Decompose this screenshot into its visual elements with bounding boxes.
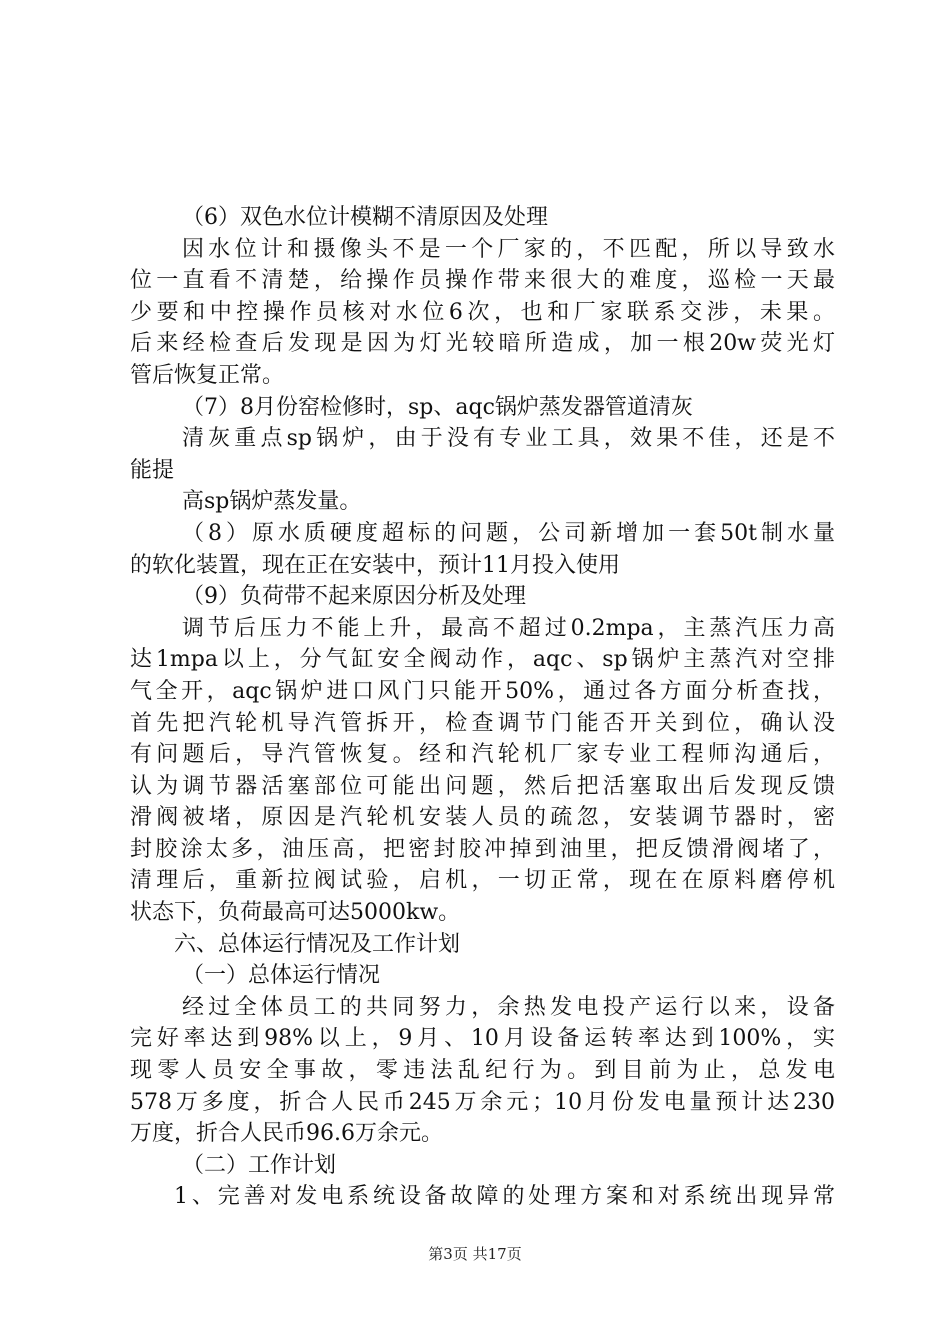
text-line: 因水位计和摄像头不是一个厂家的，不匹配，所以导致水 [182,236,835,262]
text-line: 管后恢复正常。 [130,362,285,388]
text-line: （8）原水质硬度超标的问题，公司新增加一套50t制水量 [182,520,835,546]
text-line: 的软化装置，现在正在安装中，预计11月投入使用 [130,552,620,578]
page-footer: 第3页 共17页 [428,1245,522,1263]
text-line: 状态下，负荷最高可达5000kw。 [130,900,461,926]
text-line: 首先把汽轮机导汽管拆开，检查调节门能否开关到位，确认没 [130,710,835,736]
text-line: 后来经检查后发现是因为灯光较暗所造成，加一根20w荧光灯 [130,331,835,357]
text-line: 封胶涂太多，油压高，把密封胶冲掉到油里，把反馈滑阀堵了， [130,836,835,862]
text-line: 认为调节器活塞部位可能出问题，然后把活塞取出后发现反馈 [130,773,835,799]
text-line: （一）总体运行情况 [182,963,381,989]
text-line: 有问题后，导汽管恢复。经和汽轮机厂家专业工程师沟通后， [130,742,835,768]
text-line: （6）双色水位计模糊不清原因及处理 [182,205,548,230]
text-line: 调节后压力不能上升，最高不超过0.2mpa，主蒸汽压力高 [182,615,835,641]
text-line: 达1mpa以上，分气缸安全阀动作，aqc、sp锅炉主蒸汽对空排 [130,647,835,673]
text-line: 完好率达到98%以上，9月、10月设备运转率达到100%，实 [130,1026,835,1052]
text-line: （7）8月份窑检修时，sp、aqc锅炉蒸发器管道清灰 [182,394,693,420]
text-line: 位一直看不清楚，给操作员操作带来很大的难度，巡检一天最 [130,268,835,294]
text-line: 578万多度，折合人民币245万余元；10月份发电量预计达230 [130,1089,835,1115]
text-line: 万度，折合人民币96.6万余元。 [130,1121,443,1147]
text-line: 1、完善对发电系统设备故障的处理方案和对系统出现异常 [174,1184,835,1210]
text-line: 六、总体运行情况及工作计划 [174,931,461,957]
text-line: 现零人员安全事故，零违法乱纪行为。到目前为止，总发电 [130,1058,835,1084]
text-line: 经过全体员工的共同努力，余热发电投产运行以来，设备 [182,994,835,1020]
text-line: 高sp锅炉蒸发量。 [182,489,362,515]
text-line: 气全开，aqc锅炉进口风门只能开50%，通过各方面分析查找， [130,678,835,704]
text-line: 清理后，重新拉阀试验，启机，一切正常，现在在原料磨停机 [130,868,835,894]
text-line: （9）负荷带不起来原因分析及处理 [182,584,526,610]
text-line: （二）工作计划 [182,1152,337,1178]
text-line: 能提 [130,457,175,483]
text-line: 清灰重点sp锅炉，由于没有专业工具，效果不佳，还是不 [182,426,835,452]
text-line: 滑阀被堵，原因是汽轮机安装人员的疏忽，安装调节器时，密 [130,805,835,831]
text-line: 少要和中控操作员核对水位6次，也和厂家联系交涉，未果。 [130,299,835,325]
document-body [130,202,835,1213]
